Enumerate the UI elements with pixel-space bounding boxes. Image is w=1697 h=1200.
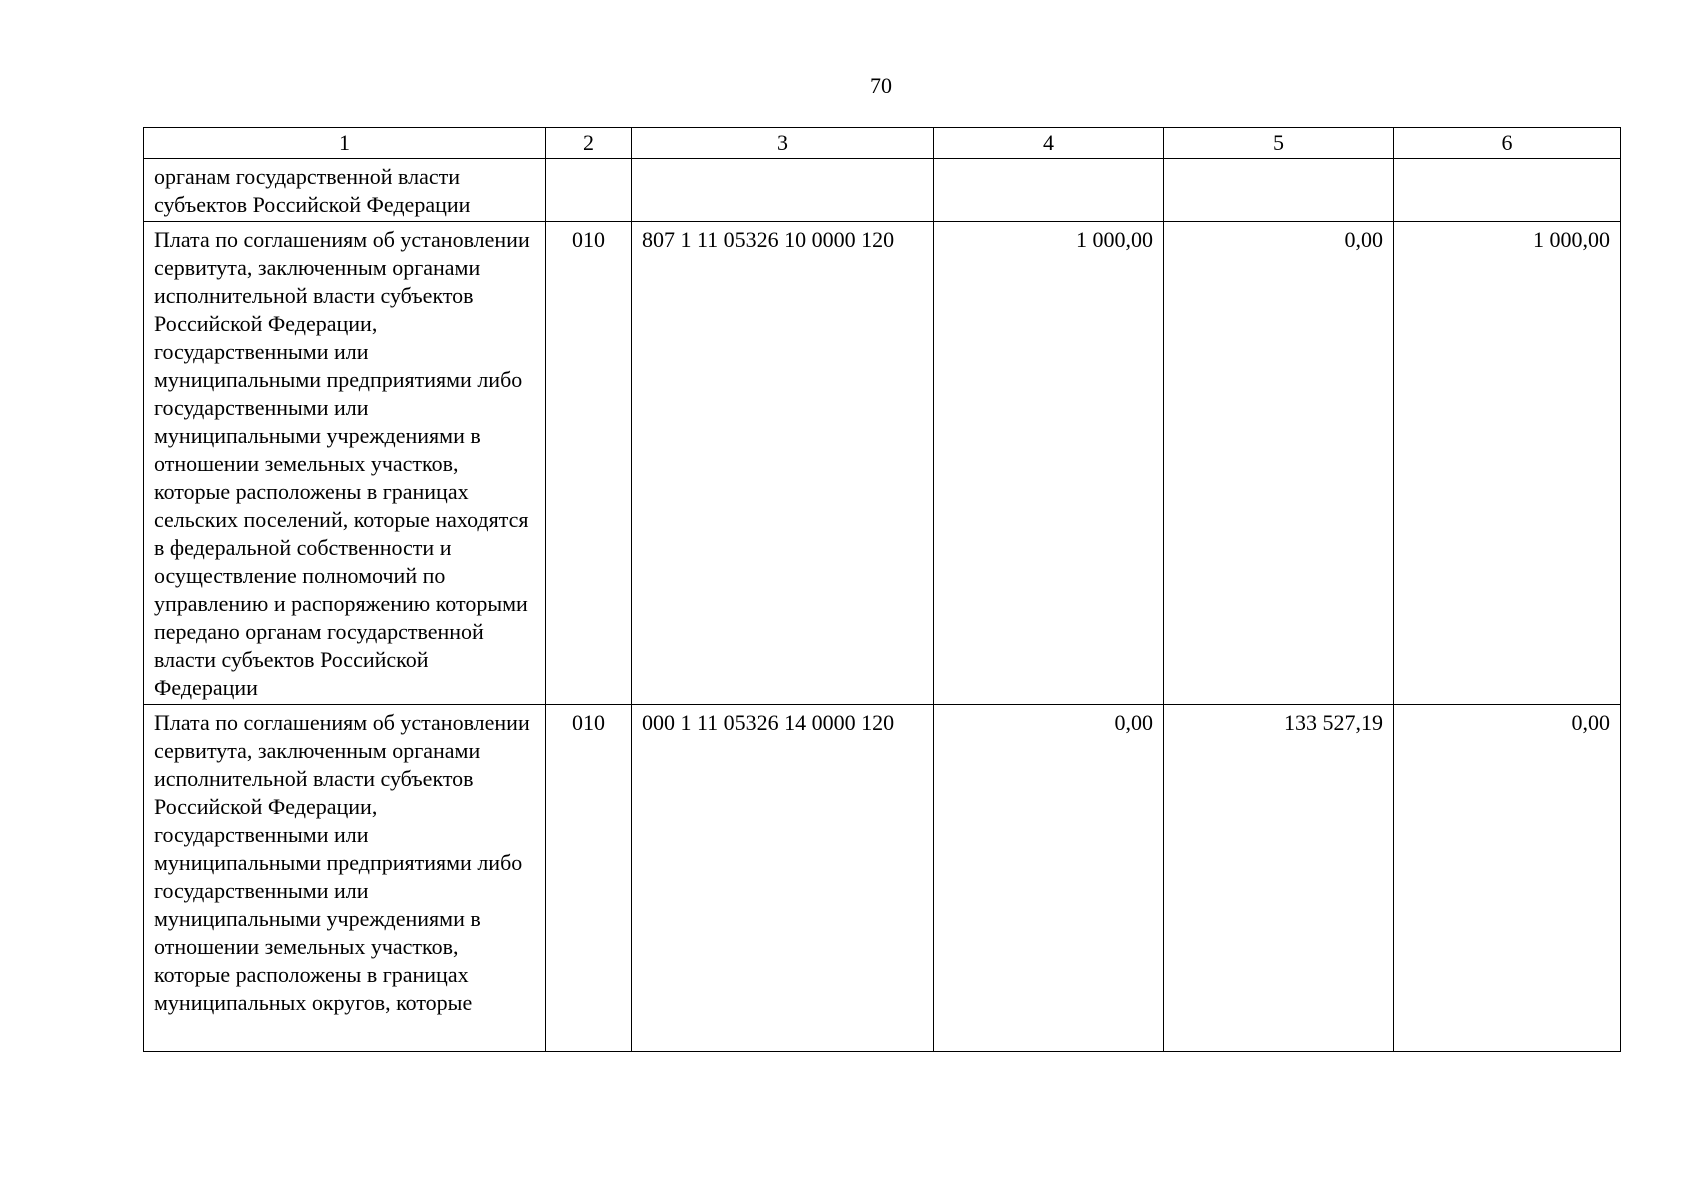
budget-table xyxy=(143,127,1621,1052)
amount-cell-col6: 0,00 xyxy=(1394,705,1621,1052)
amount-cell-col5: 0,00 xyxy=(1164,222,1394,705)
revenue-name-cell: Плата по соглашениям об установлении сервитута, заключенным органами исполнительной власти субъектов Российской Федерации, государственными или муниципальными предприятиями либо государственными или муниципальными учреждениями в отношении земельных участков, которые расположены в границах муниципальных округов, которые xyxy=(144,705,546,1052)
budget-code-cell: 000 1 11 05326 14 0000 120 xyxy=(632,705,934,1052)
table-row xyxy=(144,705,1621,1052)
amount-cell-col4: 1 000,00 xyxy=(934,222,1164,705)
amount-cell-col6 xyxy=(1394,159,1621,222)
table-header-row xyxy=(144,128,1621,159)
budget-code-cell: 807 1 11 05326 10 0000 120 xyxy=(632,222,934,705)
table-row xyxy=(144,159,1621,222)
column-header: 2 xyxy=(546,128,632,159)
amount-cell-col5 xyxy=(1164,159,1394,222)
line-code-cell: 010 xyxy=(546,222,632,705)
table-row xyxy=(144,222,1621,705)
amount-cell-col4: 0,00 xyxy=(934,705,1164,1052)
column-header: 4 xyxy=(934,128,1164,159)
column-header: 6 xyxy=(1394,128,1621,159)
line-code-cell: 010 xyxy=(546,705,632,1052)
page-number: 70 xyxy=(870,73,892,98)
line-code-cell xyxy=(546,159,632,222)
revenue-name-cell: Плата по соглашениям об установлении сервитута, заключенным органами исполнительной власти субъектов Российской Федерации, государственными или муниципальными предприятиями либо государственными или муниципальными учреждениями в отношении земельных участков, которые расположены в границах сельских поселений, которые находятся в федеральной собственности и осуществление полномочий по управлению и распоряжению которыми передано органам государственной власти субъектов Российской Федерации xyxy=(144,222,546,705)
amount-cell-col4 xyxy=(934,159,1164,222)
column-header: 1 xyxy=(144,128,546,159)
amount-cell-col5: 133 527,19 xyxy=(1164,705,1394,1052)
column-header: 5 xyxy=(1164,128,1394,159)
budget-code-cell xyxy=(632,159,934,222)
amount-cell-col6: 1 000,00 xyxy=(1394,222,1621,705)
revenue-name-cell: органам государственной власти субъектов Российской Федерации xyxy=(144,159,546,222)
column-header: 3 xyxy=(632,128,934,159)
